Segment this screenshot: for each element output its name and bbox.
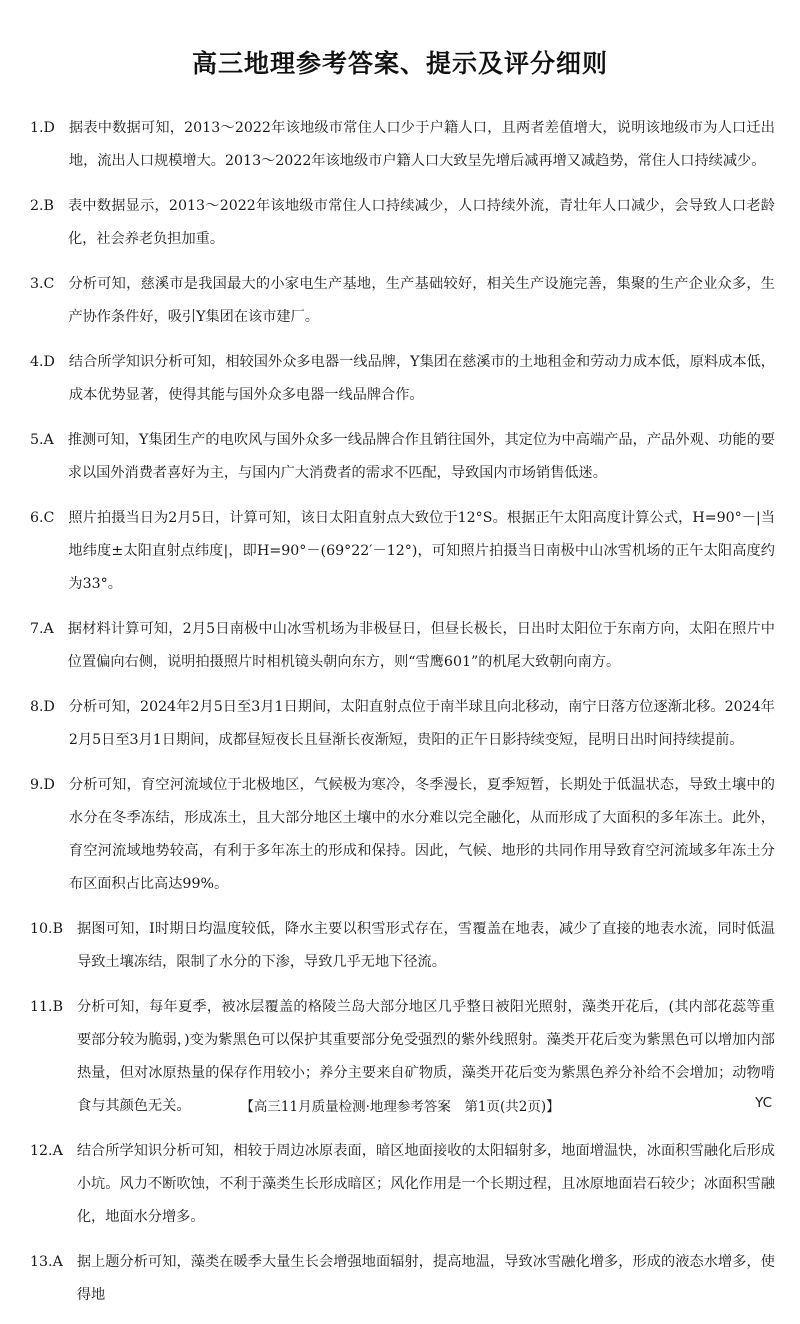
answer-explanation: 据表中数据可知，2013～2022年该地级市常住人口少于户籍人口，且两者差值增大，说明该地级市为人口迁出地，流出人口规模增大。2013～2022年该地级市户籍人口大致呈先增后减再增又减趋势，常住人口持续减少。 xyxy=(68,120,775,169)
answer-item xyxy=(30,502,775,601)
answer-number: 7.A xyxy=(30,621,54,637)
answer-item xyxy=(30,1135,775,1234)
answer-item xyxy=(30,190,775,256)
answer-item xyxy=(30,613,775,679)
answer-item xyxy=(30,268,775,334)
page-footer xyxy=(0,1095,800,1119)
answer-item xyxy=(30,346,775,412)
answer-number: 1.D xyxy=(30,120,55,136)
page-title: 高三地理参考答案、提示及评分细则 xyxy=(191,49,608,78)
answer-explanation: 推测可知，Y集团生产的电吹风与国外众多一线品牌合作且销往国外，其定位为中高端产品，产品外观、功能的要求以国外消费者喜好为主，与国内广大消费者的需求不匹配，导致国内市场销售低迷。 xyxy=(67,432,775,481)
answer-number: 4.D xyxy=(30,354,55,370)
answer-number: 13.A xyxy=(30,1254,63,1270)
answer-explanation: 据材料计算可知，2月5日南极中山冰雪机场为非极昼日，但昼长极长，日出时太阳位于东南方向，太阳在照片中位置偏向右侧，说明拍摄照片时相机镜头朝向东方，则“雪鹰601”的机尾大致朝向南方。 xyxy=(67,621,775,670)
answer-item xyxy=(30,424,775,490)
footer-page-info: 【高三11月质量检测·地理参考答案 第1页(共2页)】 xyxy=(240,1099,560,1115)
footer-code: YC xyxy=(755,1095,772,1111)
answer-number: 11.B xyxy=(30,999,63,1015)
answer-item xyxy=(30,112,775,178)
answer-explanation: 分析可知，每年夏季，被冰层覆盖的格陵兰岛大部分地区几乎整日被阳光照射，藻类开花后，(其内部花蕊等重要部分较为脆弱，)变为紫黑色可以保护其重要部分免受强烈的紫外线照射。藻类开花后变为紫黑色可以增加内部热量，但对冰原热量的保存作用较小；养分主要来自矿物质，藻类开花后变为紫黑色养分补给不会增加；动物啃食与其颜色无关。 xyxy=(77,999,775,1114)
answer-explanation: 分析可知，2024年2月5日至3月1日期间，太阳直射点位于南半球且向北移动，南宁日落方位逐渐北移。2024年2月5日至3月1日期间，成都昼短夜长且昼渐长夜渐短，贵阳的正午日影持续变短，昆明日出时间持续提前。 xyxy=(68,699,775,748)
answer-item xyxy=(30,1246,775,1312)
answer-number: 12.A xyxy=(30,1143,63,1159)
answer-number: 3.C xyxy=(30,276,55,292)
answer-item xyxy=(30,913,775,979)
answer-number: 6.C xyxy=(30,510,55,526)
answer-explanation: 表中数据显示，2013～2022年该地级市常住人口持续减少，人口持续外流，青壮年人口减少，会导致人口老龄化，社会养老负担加重。 xyxy=(67,198,775,247)
answer-item xyxy=(30,769,775,901)
answer-explanation: 照片拍摄当日为2月5日，计算可知，该日太阳直射点大致位于12°S。根据正午太阳高度计算公式，H=90°－|当地纬度±太阳直射点纬度|，即H=90°－(69°22′－12°)，可知照片拍摄当日南极中山冰雪机场的正午太阳高度约为33°。 xyxy=(68,510,775,592)
answer-explanation: 结合所学知识分析可知，相较国外众多电器一线品牌，Y集团在慈溪市的土地租金和劳动力成本低，原料成本低，成本优势显著，使得其能与国外众多电器一线品牌合作。 xyxy=(68,354,775,403)
answer-item xyxy=(30,691,775,757)
answer-explanation: 分析可知，慈溪市是我国最大的小家电生产基地，生产基础较好，相关生产设施完善，集聚的生产企业众多，生产协作条件好，吸引Y集团在该市建厂。 xyxy=(68,276,775,325)
answer-number: 8.D xyxy=(30,699,55,715)
answer-list xyxy=(30,112,775,1324)
answer-explanation: 分析可知，育空河流域位于北极地区，气候极为寒冷，冬季漫长，夏季短暂，长期处于低温状态，导致土壤中的水分在冬季冻结，形成冻土，且大部分地区土壤中的水分难以完全融化，从而形成了大面积的多年冻土。此外，育空河流域地势较高，有利于多年冻土的形成和保持。因此，气候、地形的共同作用导致育空河流域多年冻土分布区面积占比高达99%。 xyxy=(68,777,775,892)
answer-number: 9.D xyxy=(30,777,55,793)
answer-number: 2.B xyxy=(30,198,54,214)
answer-explanation: 据图可知，Ⅰ时期日均温度较低，降水主要以积雪形式存在，雪覆盖在地表，减少了直接的地表水流，同时低温导致土壤冻结，限制了水分的下渗，导致几乎无地下径流。 xyxy=(77,921,775,970)
answer-explanation: 据上题分析可知，藻类在暖季大量生长会增强地面辐射，提高地温，导致冰雪融化增多，形成的液态水增多，使得地 xyxy=(76,1254,775,1303)
answer-explanation: 结合所学知识分析可知，相较于周边冰原表面，暗区地面接收的太阳辐射多，地面增温快，冰面积雪融化后形成小坑。风力不断吹蚀，不利于藻类生长形成暗区；风化作用是一个长期过程，且冰原地面岩石较少；冰面积雪融化，地面水分增多。 xyxy=(76,1143,775,1225)
answer-number: 5.A xyxy=(30,432,54,448)
answer-number: 10.B xyxy=(30,921,63,937)
